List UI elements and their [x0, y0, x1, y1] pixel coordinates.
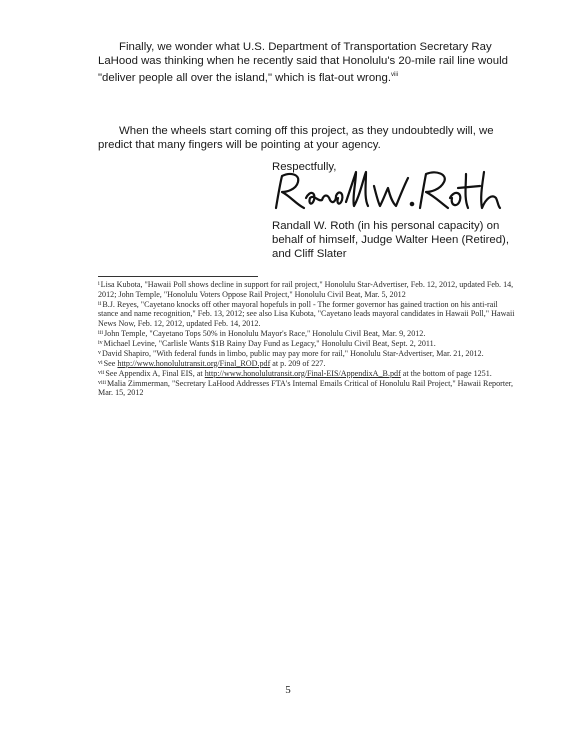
footnote: [98, 359, 518, 369]
footnote-mark: v: [98, 349, 101, 356]
footnote-mark: i: [98, 281, 100, 287]
footnote-text: John Temple, "Cayetano Tops 50% in Honolulu Mayor's Race," Honolulu Civil Beat, Mar. 9, 2012.: [104, 328, 426, 338]
footnote: [98, 339, 518, 349]
footnote-mark: vi: [98, 359, 103, 366]
body-paragraph-1: [98, 40, 518, 85]
footnote-text: Malia Zimmerman, "Secretary LaHood Addresses FTA's Internal Emails Critical of Honolulu Rail Project," Hawaii Reporter, Mar. 15, 2012: [98, 378, 514, 398]
signature-line-2: behalf of himself, Judge Walter Heen (Retired),: [272, 234, 509, 246]
signature-line-3: and Cliff Slater: [272, 248, 347, 260]
signature-line-1: Randall W. Roth (in his personal capacity) on: [272, 220, 500, 232]
handwritten-signature: [270, 168, 530, 214]
footnote: [98, 300, 518, 329]
footnote-suffix: at the bottom of page 1251.: [400, 368, 492, 378]
footnote-mark: iv: [98, 339, 103, 346]
closing-salutation: Respectfully,: [272, 161, 337, 173]
footnote: [98, 379, 518, 398]
footnote: [98, 369, 518, 379]
page-number: 5: [285, 684, 291, 696]
footnote-mark: vii: [98, 369, 105, 376]
footnote-mark: viii: [98, 379, 107, 386]
footnote-suffix: at p. 209 of 227.: [270, 358, 326, 368]
paragraph-1-text: Finally, we wonder what U.S. Department of Transportation Secretary Ray LaHood was thinking when he recently said that Honolulu's 20-mile rail line would "deliver people all over the island," which is flat-out wrong.: [98, 41, 508, 84]
body-paragraph-2: [98, 124, 518, 152]
footnote-text: Michael Levine, "Carlisle Wants $1B Rainy Day Fund as Legacy," Honolulu Civil Beat, Sept. 2, 2011.: [103, 338, 436, 348]
footnote-text: David Shapiro, "With federal funds in limbo, public may pay more for rail," Honolulu Star-Advertiser, Mar. 21, 2012.: [102, 348, 484, 358]
footnote-mark: iii: [98, 329, 104, 336]
footnote-text: B.J. Reyes, "Cayetano knocks off other mayoral hopefuls in poll - The former governor has gained traction on his anti-rail stance and name recognition," Feb. 13, 2012; see also Lisa Kubota, "Cayetano leads mayoral candidates in Hawaii Poll," Hawaii News Now, Feb. 12, 2012, updated Feb. 14, 2012.: [98, 299, 515, 328]
footnote-ref-viii: viii: [391, 72, 399, 78]
footnote-link[interactable]: http://www.honolulutransit.org/Final_ROD.pdf: [117, 358, 271, 368]
footnote-prefix: See Appendix A, Final EIS, at: [105, 368, 205, 378]
footnote-link[interactable]: http://www.honolulutransit.org/Final-EIS/AppendixA_B.pdf: [204, 368, 401, 378]
footnotes-section: [98, 280, 518, 398]
footnote-mark: ii: [98, 300, 102, 307]
footnote-prefix: See: [103, 358, 118, 368]
footnote-separator: [98, 276, 258, 277]
footnote: [98, 349, 518, 359]
signature-block: [272, 219, 537, 261]
paragraph-2-text: When the wheels start coming off this project, as they undoubtedly will, we predict that many fingers will be pointing at your agency.: [98, 125, 494, 151]
footnote: [98, 280, 518, 299]
footnote-text: Lisa Kubota, "Hawaii Poll shows decline in support for rail project," Honolulu Star-Advertiser, Feb. 12, 2012, updated Feb. 14, 2012; John Temple, "Honolulu Voters Oppose Rail Project," Honolulu Civil Beat, Mar. 5, 2012: [98, 280, 514, 299]
footnote: [98, 329, 518, 339]
